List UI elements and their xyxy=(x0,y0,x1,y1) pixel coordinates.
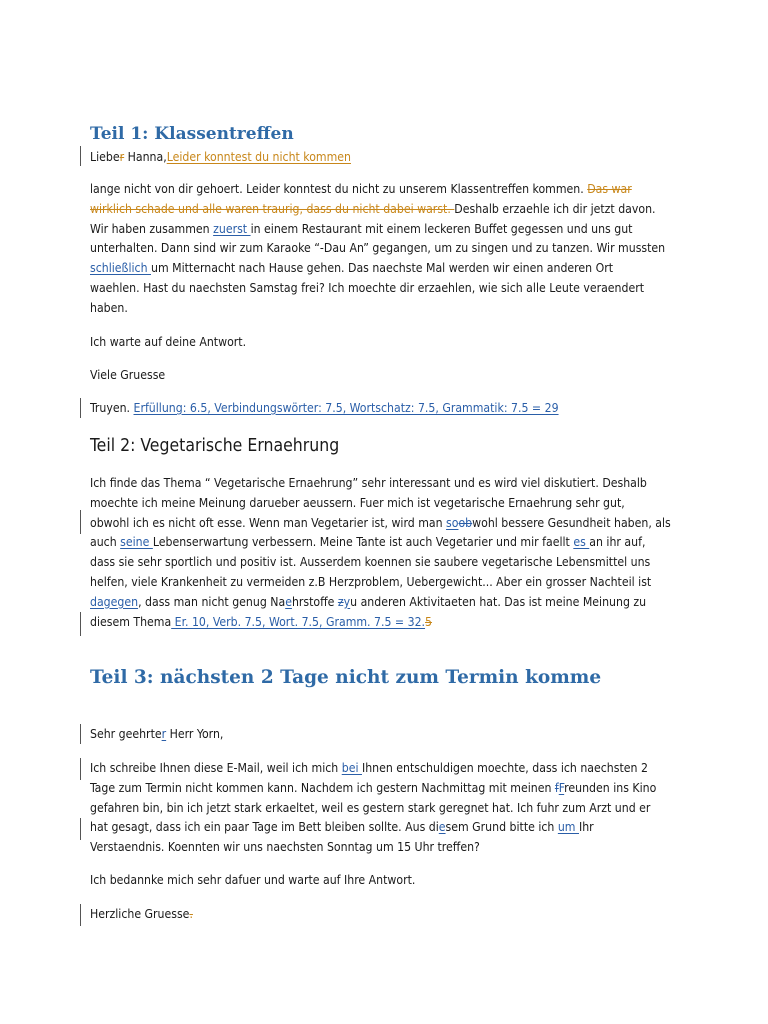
text-line: sem Grund bitte ich xyxy=(445,820,558,835)
deletion-mark: 5 xyxy=(425,614,433,629)
insertion-mark: r xyxy=(161,727,167,741)
part2-heading: Teil 2: Vegetarische Ernaehrung xyxy=(90,436,340,456)
insertion-mark: Leider konntest du nicht kommen xyxy=(166,150,351,164)
change-bar xyxy=(80,510,81,534)
part1-greeting: Viele Gruesse xyxy=(90,368,166,382)
salutation-text: Liebe xyxy=(90,150,120,164)
salutation-name: Hanna, xyxy=(124,150,167,164)
part1-heading: Teil 1: Klassentreffen xyxy=(90,124,294,144)
part3-heading: Teil 3: nächsten 2 Tage nicht zum Termin komme xyxy=(90,667,602,688)
deletion-mark: f xyxy=(554,780,559,795)
insertion-mark: F xyxy=(558,780,565,795)
part2-paragraph xyxy=(90,474,690,632)
change-bar xyxy=(80,612,81,636)
insertion-mark: seine xyxy=(120,535,153,550)
text-line: waehlen. Hast du naechsten Samstag frei? Ich moechte dir erzaehlen, wie sich alle Leute veraendert xyxy=(90,280,645,295)
insertion-mark: es xyxy=(573,535,590,550)
part3-paragraph xyxy=(90,759,690,858)
part3-salutation xyxy=(90,725,690,745)
part1-wait-line: Ich warte auf deine Antwort. xyxy=(90,335,247,349)
text-line: unterhalten. Dann sind wir zum Karaoke “-Dau An” gegangen, um zu singen und zu tanzen. Wir mussten xyxy=(90,241,666,256)
deletion-mark: wirklich schade und alle waren traurig, dass du nicht dabei warst. xyxy=(90,201,455,216)
insertion-mark: bei xyxy=(341,761,362,775)
insertion-mark: dagegen xyxy=(90,594,139,609)
change-bar xyxy=(80,818,81,840)
closing-text: Herzliche Gruesse xyxy=(90,907,190,921)
part3-closing xyxy=(90,905,690,925)
text-line: Ihnen entschuldigen moechte, dass ich naechsten 2 xyxy=(361,761,648,775)
text-line: Verstaendnis. Koennten wir uns naechsten Sonntag um 15 Uhr treffen? xyxy=(90,840,480,855)
insertion-mark: schließlich xyxy=(90,261,151,276)
deletion-mark: z xyxy=(337,594,344,609)
text-line: um Mitternacht nach Hause gehen. Das naechste Mal werden wir einen anderen Ort xyxy=(151,261,613,276)
deletion-mark: . xyxy=(189,907,193,921)
change-bar xyxy=(80,146,81,166)
insertion-mark: e xyxy=(438,820,446,835)
change-bar xyxy=(80,724,81,744)
text-line: Ich schreibe Ihnen diese E-Mail, weil ich mich xyxy=(90,761,342,775)
text-line: Tage zum Termin nicht kommen kann. Nachdem ich gestern Nachmittag mit meinen xyxy=(90,780,555,795)
text-line: gefahren bin, bin ich jetzt stark erkaeltet, weil es gestern stark geregnet hat. Ich fuhr zum Arzt und er xyxy=(90,800,651,815)
text-line: , dass man nicht genug Na xyxy=(138,594,286,609)
change-bar xyxy=(80,758,81,780)
part3-thanks: Ich bedannke mich sehr dafuer und warte auf Ihre Antwort. xyxy=(90,873,416,887)
salutation-name: Herr Yorn, xyxy=(166,727,224,741)
insertion-mark: um xyxy=(557,820,579,835)
text-line: helfen, viele Krankenheit zu vermeiden z.B Herzproblem, Uebergewicht... Aber ein grosser Nachteil ist xyxy=(90,574,652,589)
text-line: auch xyxy=(90,535,121,550)
insertion-mark: e xyxy=(285,594,292,609)
text-line: hrstoffe xyxy=(291,594,338,609)
text-line: obwohl ich es nicht oft esse. Wenn man Vegetarier ist, wird man xyxy=(90,515,447,530)
text-line: in einem Restaurant mit einem leckeren Buffet gegessen und uns gut xyxy=(250,221,633,236)
text-line: Wir haben zusammen xyxy=(90,221,214,236)
score-annotation: Erfüllung: 6.5, Verbindungswörter: 7.5, Wortschatz: 7.5, Grammatik: 7.5 = 29 xyxy=(133,401,559,415)
text-line: wohl bessere Gesundheit haben, als xyxy=(472,515,671,530)
deletion-mark: Das war xyxy=(587,182,632,196)
deletion-mark: ob xyxy=(458,515,473,530)
text-line: haben. xyxy=(90,300,128,315)
text-line: Lebenserwartung verbessern. Meine Tante ist auch Vegetarier und mir faellt xyxy=(152,535,574,550)
insertion-mark: y xyxy=(343,594,351,609)
salutation-text: Sehr geehrte xyxy=(90,727,162,741)
insertion-mark: so xyxy=(446,515,459,530)
change-bar xyxy=(80,904,81,926)
text-line: hat gesagt, dass ich ein paar Tage im Bett bleiben sollte. Aus di xyxy=(90,820,439,835)
part1-salutation xyxy=(90,148,690,168)
deletion-mark: r xyxy=(119,150,125,164)
text-line: lange nicht von dir gehoert. Leider konntest du nicht zu unserem Klassentreffen kommen. xyxy=(90,182,588,196)
change-bar xyxy=(80,398,81,418)
text-line: u anderen Aktivitaeten hat. Das ist meine Meinung zu xyxy=(350,594,647,609)
text-line: Ihr xyxy=(578,820,594,835)
text-line: Ich finde das Thema “ Vegetarische Ernaehrung” sehr interessant und es wird viel diskutiert. Deshalb xyxy=(90,476,647,490)
insertion-mark: zuerst xyxy=(213,221,251,236)
part1-paragraph xyxy=(90,180,690,319)
text-line: an ihr auf, xyxy=(589,535,646,550)
part1-signature xyxy=(90,399,690,419)
signature-name: Truyen. xyxy=(90,401,134,415)
text-line: dass sie sehr sportlich und positiv ist. Ausserdem koennen sie saubere vegetarische Lebensmittel uns xyxy=(90,555,651,570)
text-line: Deshalb erzaehle ich dir jetzt davon. xyxy=(454,201,656,216)
text-line: diesem Thema xyxy=(90,614,172,629)
text-line: moechte ich meine Meinung darueber aeussern. Fuer mich ist vegetarische Ernaehrung sehr gut, xyxy=(90,495,625,510)
text-line: reunden ins Kino xyxy=(564,780,657,795)
score-annotation: Er. 10, Verb. 7.5, Wort. 7.5, Gramm. 7.5 = 32. xyxy=(171,614,426,629)
